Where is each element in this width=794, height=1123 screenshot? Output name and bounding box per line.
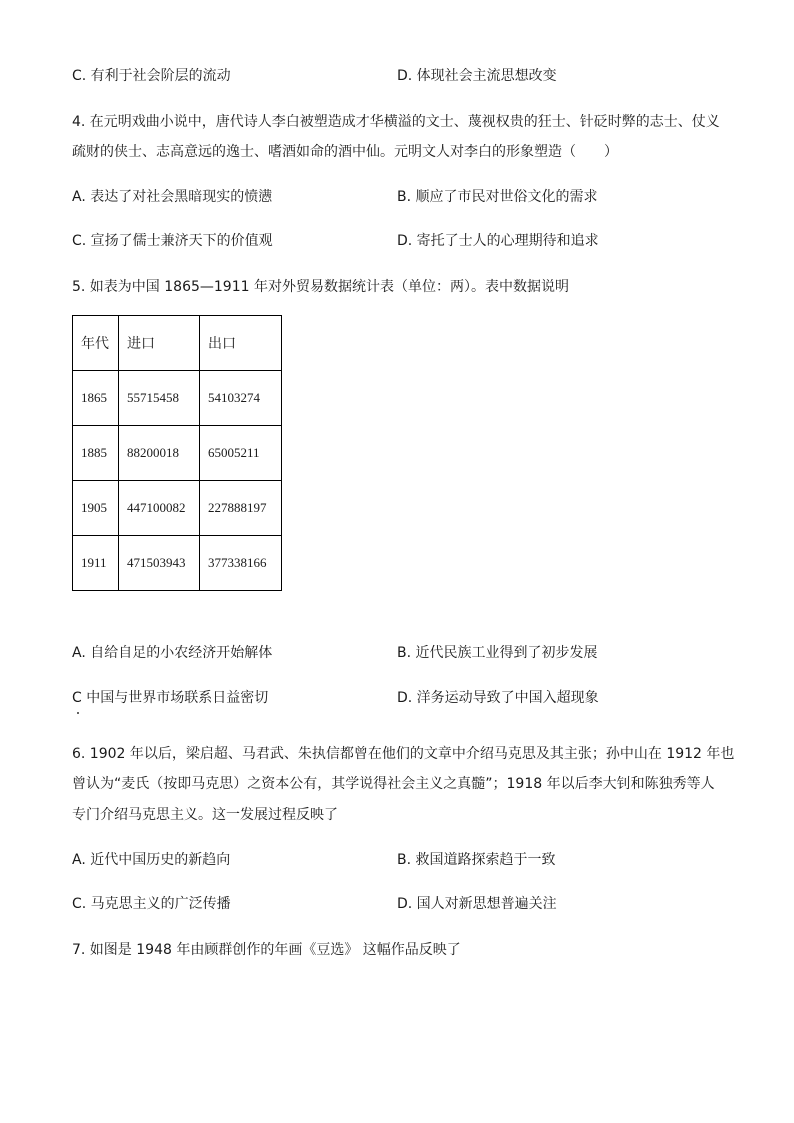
q5-stem: 5. 如表为中国 1865—1911 年对外贸易数据统计表（单位：两）。表中数据说明: [72, 279, 569, 295]
table-cell: 1905: [73, 481, 119, 536]
q6-option-a[interactable]: A. 近代中国历史的新趋向: [72, 852, 231, 868]
q5-option-a[interactable]: A. 自给自足的小农经济开始解体: [72, 645, 273, 661]
q7-stem: 7. 如图是 1948 年由顾群创作的年画《豆选》 这幅作品反映了: [72, 942, 461, 958]
q4-option-b[interactable]: B. 顺应了市民对世俗文化的需求: [397, 189, 598, 205]
table-row: [73, 371, 282, 426]
table-header-cell: 进口: [119, 316, 200, 371]
table-cell: 377338166: [200, 536, 282, 591]
table-cell: 471503943: [119, 536, 200, 591]
table-cell: 1865: [73, 371, 119, 426]
q4-option-c[interactable]: C. 宣扬了儒士兼济天下的价值观: [72, 233, 273, 249]
table-header-row: [73, 316, 282, 371]
q6-stem-line3: 专门介绍马克思主义。这一发展过程反映了: [72, 807, 338, 823]
q6-option-b[interactable]: B. 救国道路探索趋于一致: [397, 852, 556, 868]
q3-option-d[interactable]: D. 体现社会主流思想改变: [397, 68, 557, 84]
stray-mark: [77, 712, 79, 714]
table-header-cell: 年代: [73, 316, 119, 371]
q6-option-d[interactable]: D. 国人对新思想普遍关注: [397, 896, 557, 912]
q5-option-d[interactable]: D. 洋务运动导致了中国入超现象: [397, 690, 599, 706]
table-row: [73, 426, 282, 481]
table-cell: 227888197: [200, 481, 282, 536]
q5-option-b[interactable]: B. 近代民族工业得到了初步发展: [397, 645, 598, 661]
table-header-cell: 出口: [200, 316, 282, 371]
table-cell: 55715458: [119, 371, 200, 426]
q4-stem-line2: 疏财的侠士、志高意远的逸士、嗜酒如命的酒中仙。元明文人对李白的形象塑造（ ）: [72, 144, 618, 160]
table-row: [73, 536, 282, 591]
trade-data-table: [72, 315, 282, 591]
table-cell: 65005211: [200, 426, 282, 481]
q6-stem-line2: 曾认为“麦氏（按即马克思）之资本公有，其学说得社会主义之真髓”；1918 年以后李大钊和陈独秀等人: [72, 776, 715, 792]
q4-option-d[interactable]: D. 寄托了士人的心理期待和追求: [397, 233, 599, 249]
q4-stem-line1: 4. 在元明戏曲小说中，唐代诗人李白被塑造成才华横溢的文士、蔑视权贵的狂士、针砭时弊的志士、仗义: [72, 114, 720, 130]
q6-stem-line1: 6. 1902 年以后，梁启超、马君武、朱执信都曾在他们的文章中介绍马克思及其主张；孙中山在 1912 年也: [72, 746, 735, 762]
table-row: [73, 481, 282, 536]
q6-option-c[interactable]: C. 马克思主义的广泛传播: [72, 896, 231, 912]
table-cell: 1911: [73, 536, 119, 591]
q5-option-c[interactable]: C 中国与世界市场联系日益密切: [72, 690, 269, 706]
table-cell: 88200018: [119, 426, 200, 481]
table-cell: 54103274: [200, 371, 282, 426]
q3-option-c[interactable]: C. 有利于社会阶层的流动: [72, 68, 231, 84]
table-cell: 1885: [73, 426, 119, 481]
q4-option-a[interactable]: A. 表达了对社会黑暗现实的愤懑: [72, 189, 273, 205]
table-cell: 447100082: [119, 481, 200, 536]
